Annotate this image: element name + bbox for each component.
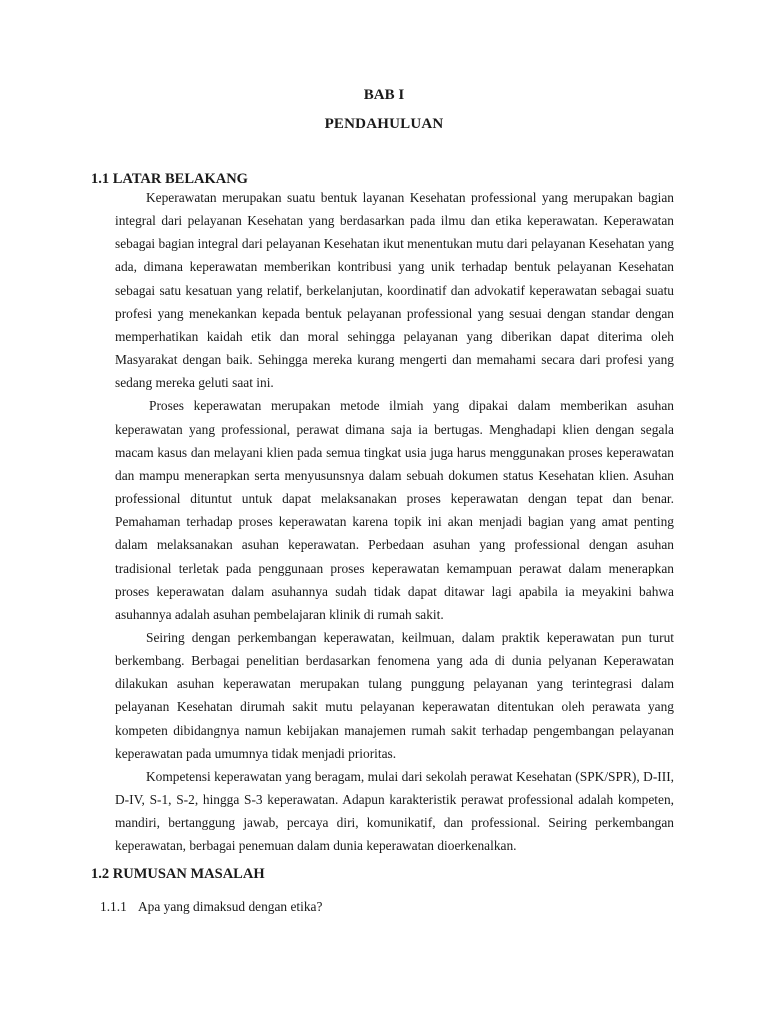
section-body-latar-belakang	[115, 186, 674, 858]
paragraph: Kompetensi keperawatan yang beragam, mulai dari sekolah perawat Kesehatan (SPK/SPR), D-III, D-IV, S-1, S-2, hingga S-3 keperawatan. Adapun karakteristik perawat professional adalah kompeten, mandiri, bertanggung jawab, percaya diri, komunikatif, dan professional. Seiring perkembangan keperawatan, berbagai penemuan dalam dunia keperawatan dioerkenalkan.	[115, 768, 674, 854]
chapter-title: PENDAHULUAN	[324, 116, 444, 132]
list-item-text: Apa yang dimaksud dengan etika?	[138, 899, 323, 914]
list-item-number: 1.1.1	[100, 899, 127, 914]
paragraph: Proses keperawatan merupakan metode ilmiah yang dipakai dalam memberikan asuhan keperawatan yang professional, perawat dimana saja ia bertugas. Menghadapi klien dengan segala macam kasus dan melayani klien pada semua tingkat usia juga harus menggunakan proses keperawatan dan mampu menerapkan serta menyusunsnya dalam sebuah dokumen status Kesehatan klien. Asuhan professional dituntut untuk dapat melaksanakan proses keperawatan dengan tepat dan benar. Pemahaman terhadap proses keperawatan karena topik ini akan menjadi bagian yang amat penting dalam melaksanakan asuhan keperawatan. Perbedaan asuhan yang professional dengan asuhan tradisional terletak pada penggunaan proses keperawatan kemampuan perawat dalam menerapkan proses keperawatan dalam asuhannya sudah tidak dapat ditawar lagi apabila ia meyakini bahwa asuhannya adalah asuhan pembelajaran klinik di rumah sakit.	[115, 398, 674, 622]
list-item	[100, 899, 322, 915]
paragraph: Seiring dengan perkembangan keperawatan, keilmuan, dalam praktik keperawatan pun turut berkembang. Berbagai penelitian berdasarkan fenomena yang ada di dunia pelyanan Keperawatan dilakukan asuhan keperawatan merupakan tulang punggung pelayanan yang terintegrasi dalam pelayanan Kesehatan dirumah sakit mutu pelayanan keperawatan ditentukan oleh perawata yang kompeten dibidangnya namun kebijakan manajemen rumah sakit terhadap pengembangan pelayanan keperawatan pada umumnya tidak menjadi prioritas.	[115, 629, 674, 761]
section-heading-rumusan-masalah: 1.2 RUMUSAN MASALAH	[91, 866, 265, 882]
chapter-number: BAB I	[363, 87, 405, 103]
paragraph: Keperawatan merupakan suatu bentuk layanan Kesehatan professional yang merupakan bagian integral dari pelayanan Kesehatan yang berdasarkan pada ilmu dan etika keperawatan. Keperawatan sebagai bagian integral dari pelayanan Kesehatan ikut menentukan mutu dari pelayanan Kesehatan yang ada, dimana keperawatan memberikan kontribusi yang unik terhadap bentuk pelayanan Kesehatan sebagai satu kesatuan yang relatif, berkelanjutan, koordinatif dan advokatif keperawatan sebagai suatu profesi yang menekankan kepada bentuk pelayanan professional yang sesuai dengan standar dengan memperhatikan kaidah etik dan moral sehingga pelayanan yang diberikan dapat diterima oleh Masyarakat dengan baik. Sehingga mereka kurang mengerti dan memahami secara dari profesi yang sedang mereka geluti saat ini.	[115, 190, 674, 391]
section-heading-latar-belakang: 1.1 LATAR BELAKANG	[91, 171, 248, 187]
